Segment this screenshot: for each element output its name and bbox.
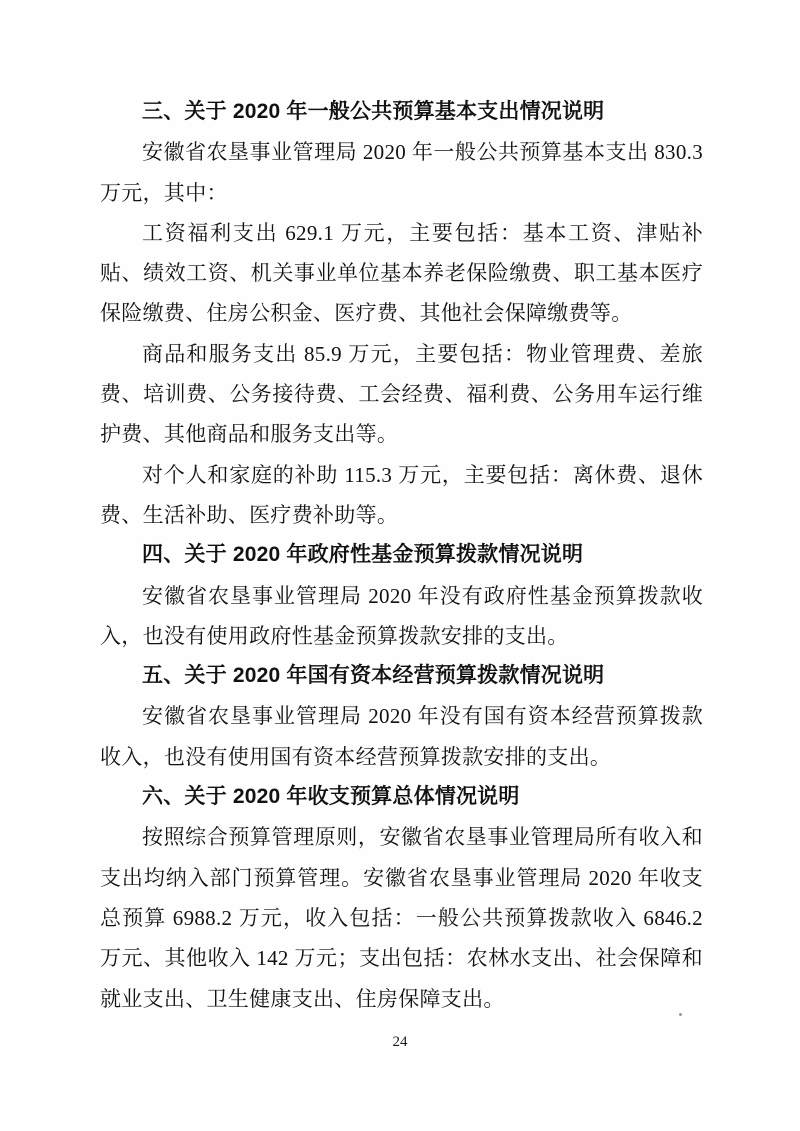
section-heading-government-fund-budget: 四、关于 2020 年政府性基金预算拨款情况说明 (142, 543, 584, 567)
page-number: 24 (392, 1034, 408, 1050)
paragraph-government-fund-budget: 安徽省农垦事业管理局 2020 年没有政府性基金预算拨款收入，也没有使用政府性基金预算拨款安排的支出。 (100, 583, 703, 648)
paragraph-overall-budget: 按照综合预算管理原则，安徽省农垦事业管理局所有收入和支出均纳入部门预算管理。安徽省农垦事业管理局 2020 年收支总预算 6988.2 万元，收入包括：一般公共预算拨款收入 6846.2 万元、其他收入 142 万元；支出包括：农林水支出、社会保障和就业支出、卫生健康支出、住房保障支出。 (100, 825, 703, 1011)
paragraph-basic-expenditure-total: 安徽省农垦事业管理局 2020 年一般公共预算基本支出 830.3 万元，其中： (100, 140, 703, 205)
paragraph-state-capital-budget: 安徽省农垦事业管理局 2020 年没有国有资本经营预算拨款收入，也没有使用国有资本经营预算拨款安排的支出。 (100, 704, 703, 769)
scan-artifact-dot (679, 1013, 682, 1016)
section-heading-overall-budget: 六、关于 2020 年收支预算总体情况说明 (142, 785, 520, 809)
section-heading-state-capital-budget: 五、关于 2020 年国有资本经营预算拨款情况说明 (142, 664, 605, 688)
paragraph-individual-family-subsidy: 对个人和家庭的补助 115.3 万元，主要包括：离休费、退休费、生活补助、医疗费补助等。 (100, 462, 703, 527)
section-heading-basic-expenditure: 三、关于 2020 年一般公共预算基本支出情况说明 (142, 100, 605, 123)
paragraph-goods-services-expenditure: 商品和服务支出 85.9 万元，主要包括：物业管理费、差旅费、培训费、公务接待费、工会经费、福利费、公务用车运行维护费、其他商品和服务支出等。 (100, 341, 703, 447)
paragraph-wage-welfare-expenditure: 工资福利支出 629.1 万元，主要包括：基本工资、津贴补贴、绩效工资、机关事业单位基本养老保险缴费、职工基本医疗保险缴费、住房公积金、医疗费、其他社会保障缴费等。 (100, 220, 703, 326)
